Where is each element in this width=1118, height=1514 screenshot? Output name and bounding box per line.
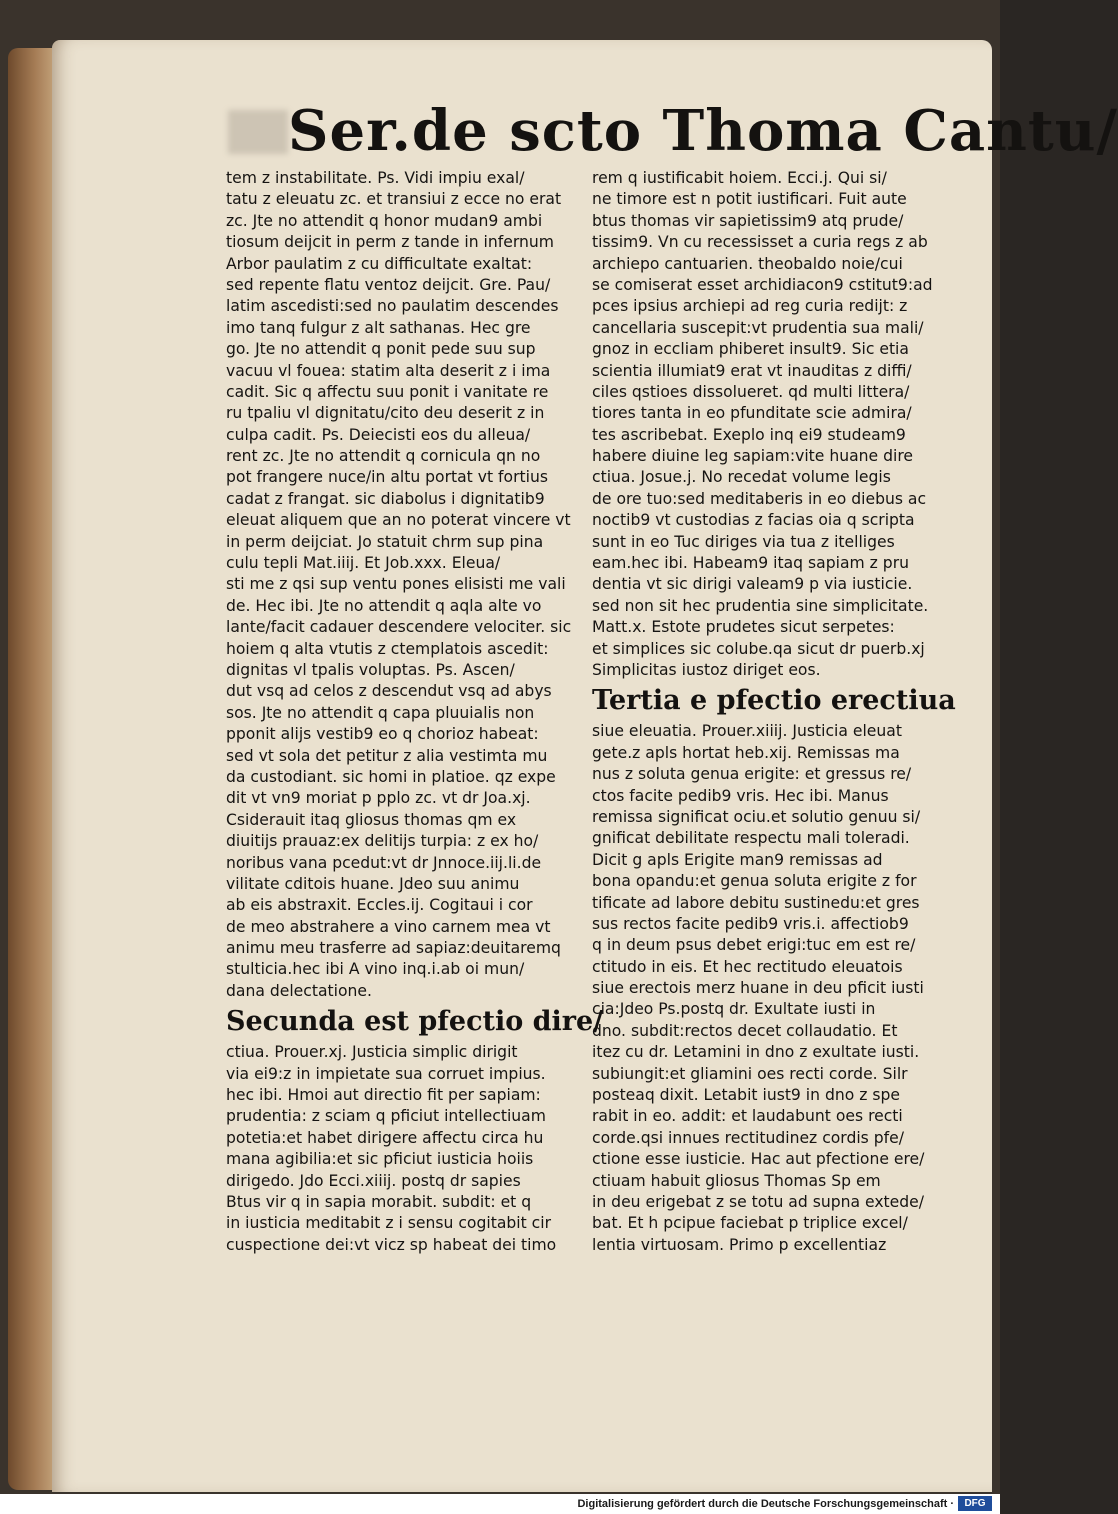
text-line: tissim9. Vn cu recessisset a curia regs z ab [592,233,928,252]
text-line: sed vt sola det petitur z alia vestimta mu [226,746,548,765]
text-line: animu meu trasferre ad sapiaz:deuitaremq [226,939,561,958]
text-line: eam.hec ibi. Habeam9 itaq sapiam z pru [592,554,909,573]
text-line: vacuu vl fouea: statim alta deserit z i ima [226,361,551,380]
text-line: in perm deijciat. Jo statuit chrm sup pina [226,532,544,551]
text-line: zc. Jte no attendit q honor mudan9 ambi [226,211,543,230]
text-line: q in deum psus debet erigi:tuc em est re/ [592,936,916,955]
text-line: via ei9:z in impietate sua corruet impius. [226,1064,546,1083]
text-line: tiosum deijcit in perm z tande in infernum [226,233,554,252]
text-line: pces ipsius archiepi ad reg curia redijt: z [592,297,908,316]
section-heading-secunda: Secunda est pfectio dire/ [226,1006,604,1038]
text-line: sed repente flatu ventoz deijcit. Gre. Pau/ [226,275,551,294]
text-line: noribus vana pcedut:vt dr Jnnoce.iij.li.de [226,853,542,872]
text-line: de. Hec ibi. Jte no attendit q aqla alte vo [226,596,542,615]
text-line: nus z soluta genua erigite: et gressus re/ [592,765,912,784]
text-line: gnificat debilitate respectu mali toleradi. [592,829,910,848]
text-line: bat. Et h pcipue faciebat p triplice excel/ [592,1214,908,1233]
right-paragraph-block [592,168,954,681]
text-line: latim ascedisti:sed no paulatim descendes [226,297,559,316]
text-line: gete.z apls hortat heb.xij. Remissas ma [592,743,900,762]
text-line: ctiua. Josue.j. No recedat volume legis [592,468,891,487]
text-line: ctione esse iusticie. Hac aut pfectione ere/ [592,1150,925,1169]
left-text-column [226,168,604,1256]
text-line: noctib9 vt custodias z facias oia q scripta [592,511,915,530]
text-line: vilitate cditois huane. Jdeo suu animu [226,874,520,893]
text-line: dentia vt sic dirigi valeam9 p via iusticie. [592,575,913,594]
text-line: de meo abstrahere a vino carnem mea vt [226,917,551,936]
text-line: habere diuine leg sapiam:vite huane dire [592,447,913,466]
text-line: da custodiant. sic homi in platioe. qz expe [226,767,556,786]
text-line: in iusticia meditabit z i sensu cogitabit cir [226,1214,551,1233]
left-paragraph-block [226,168,588,1002]
text-line: hoiem q alta vtutis z ctemplatois ascedit: [226,639,549,658]
text-line: Btus vir q in sapia morabit. subdit: et q [226,1192,532,1211]
text-line: ne timore est n potit iustificari. Fuit aute [592,190,907,209]
text-line: cuspectione dei:vt vicz sp habeat dei timo [226,1235,557,1254]
text-line: sed non sit hec prudentia sine simplicitate. [592,596,929,615]
text-line: cadat z frangat. sic diabolus i dignitatib9 [226,489,545,508]
text-line: tificate ad labore debitu sustinedu:et gres [592,893,920,912]
text-line: in deu erigebat z se totu ad supna extede/ [592,1192,924,1211]
left-paragraph-block-2 [226,1042,588,1256]
text-line: Matt.x. Estote prudetes sicut serpetes: [592,618,895,637]
text-line: sti me z qsi sup ventu pones elisisti me vali [226,575,566,594]
text-line: posteaq dixit. Letabit iust9 in dno z spe [592,1086,901,1105]
text-line: tes ascribebat. Exeplo inq ei9 studeam9 [592,425,906,444]
text-line: siue erectois merz huane in deu pficit iusti [592,979,924,998]
text-line: de ore tuo:sed meditaberis in eo diebus ac [592,489,927,508]
text-line: mana agibilia:et sic pficiut iusticia hoiis [226,1150,534,1169]
text-line: eleuat aliquem que an no poterat vincere vt [226,511,571,530]
text-line: ab eis abstraxit. Eccles.ij. Cogitaui i cor [226,896,533,915]
text-line: se comiserat esset archidiacon9 cstitut9:ad [592,275,933,294]
text-line: ctiua. Prouer.xj. Justicia simplic dirigit [226,1043,518,1062]
text-line: dana delectatione. [226,981,372,1000]
text-line: dignitas vl tpalis voluptas. Ps. Ascen/ [226,660,515,679]
text-line: cadit. Sic q affectu suu ponit i vanitate re [226,382,549,401]
text-line: ciles qstioes dissolueret. qd multi littera/ [592,382,910,401]
text-line: scientia illumiat9 erat vt inauditas z diffi/ [592,361,912,380]
text-line: rem q iustificabit hoiem. Ecci.j. Qui si/ [592,169,887,187]
text-line: rent zc. Jte no attendit q cornicula qn no [226,447,541,466]
text-line: btus thomas vir sapietissim9 atq prude/ [592,211,904,230]
text-line: prudentia: z sciam q pficiut intellectiuam [226,1107,546,1126]
text-line: tiores tanta in eo pfunditate scie admira/ [592,404,912,423]
text-line: ctiuam habuit gliosus Thomas Sp em [592,1171,881,1190]
text-line: ctos facite pedib9 vris. Hec ibi. Manus [592,786,889,805]
text-line: siue eleuatia. Prouer.xiiij. Justicia eleuat [592,722,902,741]
text-line: subiungit:et gliamini oes recti corde. Silr [592,1064,908,1083]
text-line: archiepo cantuarien. theobaldo noie/cui [592,254,903,273]
text-line: culpa cadit. Ps. Deiecisti eos du alleua/ [226,425,531,444]
text-line: dit vt vn9 moriat p pplo zc. vt dr Joa.xj. [226,789,531,808]
text-line: Simplicitas iustoz diriget eos. [592,660,821,679]
text-line: et simplices sic colube.qa sicut dr puerb.xj [592,639,925,658]
right-paragraph-block-2 [592,721,954,1256]
running-title: Ser.de scto Thoma Cantu/ [288,98,1118,164]
text-line: itez cu dr. Letamini in dno z exultate iusti. [592,1043,920,1062]
text-line: Arbor paulatim z cu difficultate exaltat: [226,254,533,273]
text-line: Csiderauit itaq gliosus thomas qm ex [226,810,517,829]
text-line: dno. subdit:rectos decet collaudatio. Et [592,1021,898,1040]
text-line: dirigedo. Jdo Ecci.xiiij. postq dr sapies [226,1171,521,1190]
text-line: bona opandu:et genua soluta erigite z for [592,872,917,891]
text-line: cancellaria suscepit:vt prudentia sua mali/ [592,318,924,337]
text-line: tem z instabilitate. Ps. Vidi impiu exal/ [226,169,525,187]
text-line: sos. Jte no attendit q capa pluuialis non [226,703,535,722]
text-line: sunt in eo Tuc diriges via tua z itelliges [592,532,895,551]
text-line: culu tepli Mat.iiij. Et Job.xxx. Eleua/ [226,554,501,573]
text-line: imo tanq fulgur z alt sathanas. Hec gre [226,318,531,337]
text-line: lante/facit cadauer descendere velociter. sic [226,618,572,637]
text-line: rabit in eo. addit: et laudabunt oes recti [592,1107,903,1126]
text-line: stulticia.hec ibi A vino inq.i.ab oi mun/ [226,960,525,979]
text-line: ru tpaliu vl dignitatu/cito deu deserit z in [226,404,545,423]
text-line: tatu z eleuatu zc. et transiui z ecce no erat [226,190,562,209]
section-heading-tertia: Tertia e pfectio erectiua [592,685,956,717]
text-line: hec ibi. Hmoi aut directio fit per sapiam: [226,1086,541,1105]
text-line: ctitudo in eis. Et hec rectitudo eleuatois [592,957,903,976]
ink-bleed-mark [228,110,288,154]
text-line: diuitijs prauaz:ex delitijs turpia: z ex ho/ [226,832,539,851]
dfg-logo: DFG [958,1496,992,1511]
text-line: sus rectos facite pedib9 vris.i. affectiob9 [592,914,909,933]
text-line: go. Jte no attendit q ponit pede suu sup [226,340,536,359]
text-line: pot frangere nuce/in altu portat vt fortius [226,468,548,487]
right-text-column [592,168,954,1256]
text-line: potetia:et habet dirigere affectu circa hu [226,1128,544,1147]
funding-credit: Digitalisierung gefördert durch die Deutsche Forschungsgemeinschaft · [577,1498,954,1510]
text-line: cia:Jdeo Ps.postq dr. Exultate iusti in [592,1000,876,1019]
text-line: gnoz in eccliam phiberet insult9. Sic etia [592,340,909,359]
text-line: dut vsq ad celos z descendut vsq ad abys [226,682,552,701]
text-line: Dicit g apls Erigite man9 remissas ad [592,850,883,869]
text-line: remissa significat ociu.et solutio genuu si/ [592,807,921,826]
text-line: pponit alijs vestib9 eo q chorioz habeat: [226,725,539,744]
text-line: lentia virtuosam. Primo p excellentiaz [592,1235,887,1254]
text-line: corde.qsi innues rectitudinez cordis pfe/ [592,1128,904,1147]
